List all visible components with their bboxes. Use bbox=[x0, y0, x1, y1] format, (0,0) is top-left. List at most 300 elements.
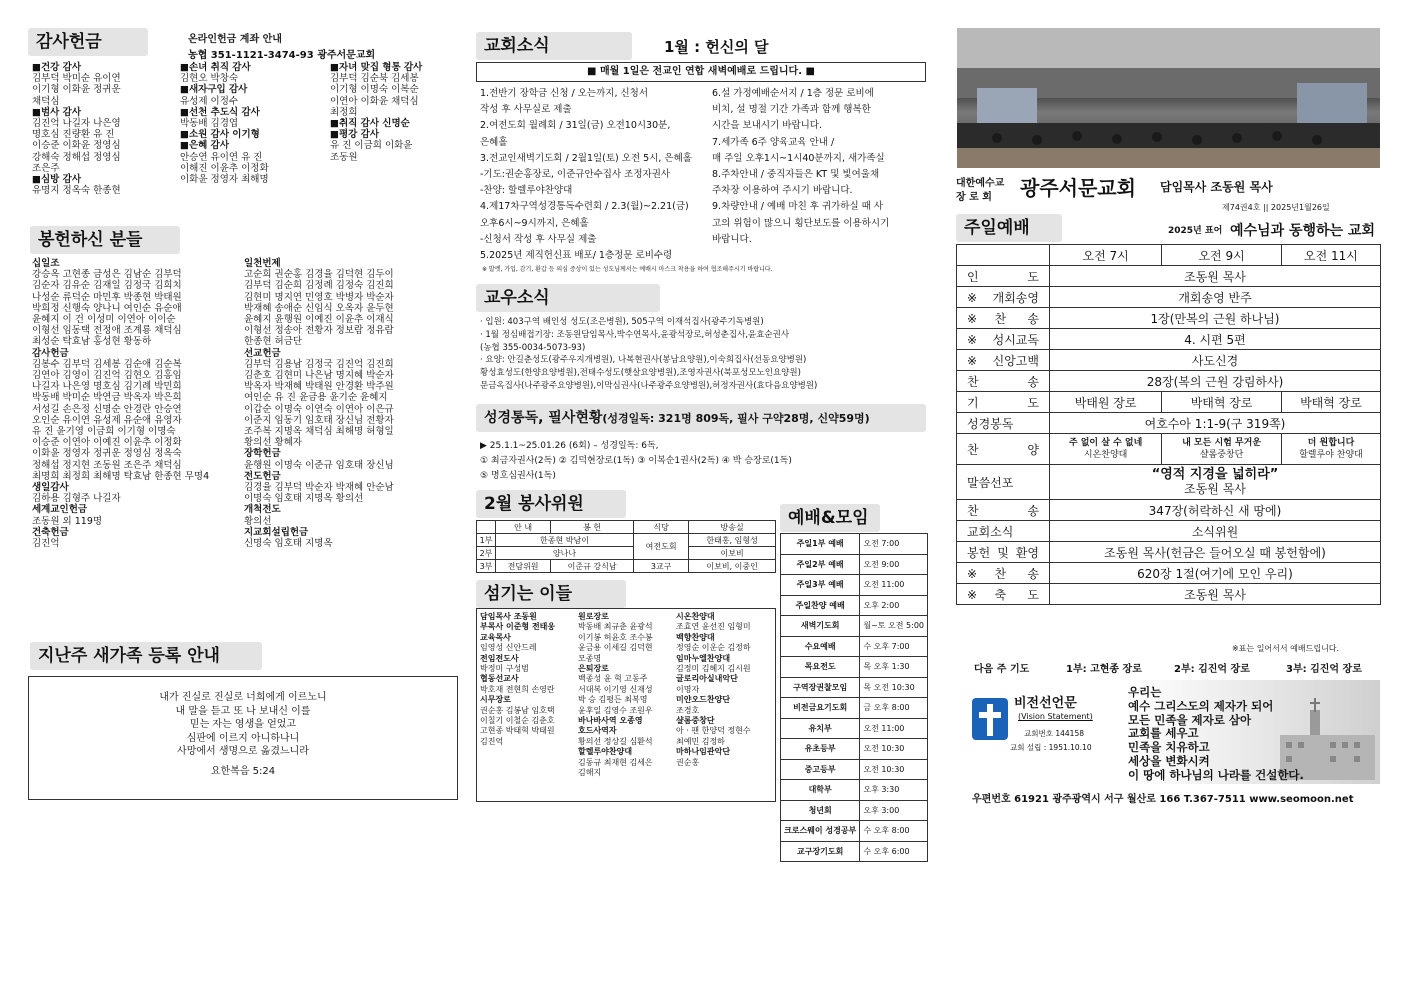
offerers-col2 bbox=[244, 258, 459, 549]
server-line: 미얀오드찬양단 bbox=[676, 695, 731, 705]
thanks-line: ■선천 추도식 감사 bbox=[180, 106, 260, 118]
offerer-line: 생일감사 bbox=[32, 482, 69, 494]
order-label: ※축 도 bbox=[957, 584, 1050, 605]
offerer-line: 김봉수 김부덕 김세봉 김순애 김순복 bbox=[32, 358, 182, 370]
prayer-2: 박태혁 장로 bbox=[1162, 392, 1282, 413]
meeting-time: 금 오후 8:00 bbox=[860, 698, 928, 719]
meeting-time: 오전 9:00 bbox=[860, 554, 928, 575]
thanks-line: 김현오 박창숙 bbox=[180, 73, 239, 85]
meeting-name: 크로스웨이 성경공부 bbox=[781, 821, 860, 842]
meeting-time: 오후 3:00 bbox=[860, 800, 928, 821]
thanks-line: 이해진 이윤추 이정화 bbox=[180, 162, 269, 174]
server-line: 협동선교사 bbox=[480, 674, 519, 684]
order-label: ※성시교독 bbox=[957, 329, 1050, 350]
offerer-line: 이화윤 정영자 정귀운 정영심 정옥숙 bbox=[32, 448, 182, 460]
servers-col3 bbox=[676, 612, 774, 768]
sermon-label: 말씀선포 bbox=[957, 465, 1050, 500]
order-label: ※찬 송 bbox=[957, 308, 1050, 329]
order-row bbox=[957, 371, 1381, 392]
verse-line: 내 말을 듣고 또 나 보내신 이를 bbox=[175, 705, 311, 717]
news-item: -찬양: 할렐루야찬양대 bbox=[480, 185, 573, 197]
meeting-name: 주일3부 예배 bbox=[781, 575, 860, 596]
notice-banner: ■ 매월 1일은 전교인 연합 새벽예배로 드립니다. ■ bbox=[476, 62, 926, 82]
offerer-line: 이승준 이연아 이예진 이윤추 이정화 bbox=[32, 437, 182, 449]
server-line: 이명자 bbox=[676, 684, 700, 694]
news-title: 교회소식 bbox=[476, 32, 632, 60]
server-line: 권순홍 김봉남 임호택 bbox=[480, 705, 555, 715]
order-row bbox=[957, 521, 1381, 542]
order-label: ※찬 송 bbox=[957, 563, 1050, 584]
server-line: 샬롬중창단 bbox=[676, 716, 715, 726]
meeting-name: 주일2부 예배 bbox=[781, 554, 860, 575]
st-h2: 식당 bbox=[634, 521, 689, 534]
meeting-row bbox=[781, 780, 928, 801]
meeting-name: 주일1부 예배 bbox=[781, 534, 860, 555]
vision-logo-sub: (Vision Statement) bbox=[1018, 712, 1093, 721]
st-r0c3: 한태홍, 임형성 bbox=[689, 534, 776, 547]
meeting-time: 목 오후 1:30 bbox=[860, 657, 928, 678]
thanks-line: ■범사 감사 bbox=[32, 106, 81, 118]
server-line: 시무장로 bbox=[480, 695, 511, 705]
thanks-line: ■은혜 감사 bbox=[180, 140, 229, 152]
offerer-line: 이형선 정송아 전황자 정보람 정유람 bbox=[244, 325, 394, 337]
news-item: 2.여전도회 월례회 / 31일(금) 오전10시30분, bbox=[480, 120, 671, 132]
news-item: -신청서 작성 후 사무실 제출 bbox=[480, 233, 597, 245]
offerer-line: 김순자 김유순 김재일 김정국 김희치 bbox=[32, 280, 182, 292]
order-value: 347장(허락하신 새 땅에) bbox=[1050, 500, 1381, 521]
offerer-line: 조동원 외 119명 bbox=[32, 515, 103, 527]
st-r2c1: 전담위원 bbox=[496, 560, 551, 573]
offerer-line: 여인순 유 진 윤금용 윤기순 윤혜지 bbox=[244, 392, 388, 404]
server-line: 김진억 bbox=[480, 736, 504, 746]
server-line: 정영순 이운순 김정하 bbox=[676, 643, 751, 653]
next-prayer-label: 다음 주 기도 bbox=[974, 664, 1030, 675]
server-line: 백종성 윤 혁 고동주 bbox=[578, 674, 648, 684]
order-label: ※개회송영 bbox=[957, 287, 1050, 308]
offerer-line: 유 진 윤기영 이금희 이기형 이명숙 bbox=[32, 426, 176, 438]
worship-table bbox=[956, 244, 1381, 605]
church-name: 광주서문교회 bbox=[1020, 176, 1136, 200]
meeting-row bbox=[781, 800, 928, 821]
offerer-line: 최성순 탁효남 홍성현 황동하 bbox=[32, 336, 152, 348]
offerer-line: 김하용 김형주 나길자 bbox=[32, 493, 121, 505]
bible-title-text: 성경통독, 필사현황 bbox=[484, 410, 603, 426]
meeting-row bbox=[781, 677, 928, 698]
offerer-line: 전도헌금 bbox=[244, 470, 281, 482]
thanks-line: ■소원 감사 이기형 bbox=[180, 129, 260, 141]
meeting-time: 수 오후 6:00 bbox=[860, 841, 928, 862]
order-value: 620장 1절(여기에 모인 우리) bbox=[1050, 563, 1381, 584]
order-value: 1장(만복의 근원 하나님) bbox=[1050, 308, 1381, 329]
meeting-time: 수 오후 7:00 bbox=[860, 636, 928, 657]
server-line: 이기봉 허윤호 조수봉 bbox=[578, 632, 653, 642]
server-line: 시온찬양대 bbox=[676, 612, 715, 621]
news-item: 7.세가족 6주 양육교육 안내 / bbox=[712, 136, 835, 148]
server-line: 김해지 bbox=[578, 768, 602, 778]
offerer-line: 장학헌금 bbox=[244, 448, 281, 460]
server-line: 최예민 김정하 bbox=[676, 736, 725, 746]
server-line: 윤후일 김영수 조원우 bbox=[578, 705, 653, 715]
thanks-line: 명호심 진량환 유 진 bbox=[32, 129, 115, 141]
school-line: 황성효성도(한양요양병원),전태수성도(햇살요양병원),조영자권사(북포성모노인요양원) bbox=[480, 368, 801, 379]
offerer-line: 황의선 bbox=[244, 515, 272, 527]
meeting-row bbox=[781, 821, 928, 842]
offerer-line: 개척전도 bbox=[244, 504, 281, 516]
order-label: 인 도 bbox=[957, 266, 1050, 287]
server-line: 박정미 구성범 bbox=[480, 664, 529, 674]
news-item: 5.2025년 제직헌신표 배포/ 1층정문 로비수령 bbox=[480, 250, 673, 262]
issue-info: 제74권4호 || 2025년1월26일 bbox=[1222, 203, 1330, 212]
st-r1c1: 양나나 bbox=[496, 547, 634, 560]
meeting-name: 유초등부 bbox=[781, 739, 860, 760]
meeting-row bbox=[781, 616, 928, 637]
offerer-line: 조주복 지명옥 채덕심 최해명 허형일 bbox=[244, 426, 394, 438]
thanks-line: 이연아 이화윤 채덕심 bbox=[330, 95, 419, 107]
server-line: 박동배 최규춘 윤광석 bbox=[578, 622, 653, 632]
order-row bbox=[957, 584, 1381, 605]
news-item: 9.차량안내 / 예배 마친 후 귀가하실 때 사 bbox=[712, 201, 884, 213]
order-label: 봉헌 및 환영 bbox=[957, 542, 1050, 563]
server-line: 조효연 윤선진 임형미 bbox=[676, 622, 751, 632]
anthem-3: 더 원합니다 할렐루야 찬양대 bbox=[1281, 434, 1380, 465]
anthem-2: 내 모든 시험 무거운 샬롬중창단 bbox=[1162, 434, 1282, 465]
bible-line1: ▶ 25.1.1~25.01.26 (6회) – 성경일독: 6독, bbox=[480, 441, 659, 451]
offerer-line: 김부덕 김용남 김정국 김진억 김진희 bbox=[244, 358, 394, 370]
order-row bbox=[957, 500, 1381, 521]
offerers-title: 봉헌하신 분들 bbox=[30, 226, 180, 254]
offerer-line: 김현미 명지연 민영호 박병자 박순자 bbox=[244, 291, 394, 303]
order-row bbox=[957, 266, 1381, 287]
verse-line: 내가 진실로 진실로 너희에게 이르노니 bbox=[159, 692, 327, 703]
school-line: · 입원: 403구역 배인성 성도(조은병원), 505구역 이재석집사(광주기독병원) bbox=[480, 317, 764, 327]
sermon: “영적 지경을 넓히라” 조동원 목사 bbox=[1050, 465, 1381, 500]
st-r1c3: 이보비 bbox=[689, 547, 776, 560]
offerer-line: 감사헌금 bbox=[32, 347, 69, 359]
news-item: 고의 위험이 많으니 횡단보도를 이용하시기 bbox=[712, 217, 890, 229]
meeting-time: 오전 7:00 bbox=[860, 534, 928, 555]
vision-line: 교회를 세우고 bbox=[1128, 726, 1199, 741]
server-line: 호드사역자 bbox=[578, 726, 617, 736]
verse-line: 심판에 이르지 아니하나니 bbox=[186, 732, 300, 744]
bible-line2: ① 최금자권사(2독) ② 김덕현장로(1독) ③ 이복순1권사(2독) ④ 박 승장로(1독) bbox=[480, 456, 792, 466]
st-r2c4: 이보비, 이중인 bbox=[689, 560, 776, 573]
server-line: 전임전도사 bbox=[480, 653, 519, 663]
offerer-line: 지교회설립헌금 bbox=[244, 526, 309, 538]
news-item: -기도:권순홍장로, 이준규안수집사 조정자권사 bbox=[480, 169, 671, 181]
meeting-name: 비전금요기도회 bbox=[781, 698, 860, 719]
thanks-line: ■건강 감사 bbox=[32, 62, 81, 73]
thanks-col1 bbox=[32, 62, 182, 196]
offerer-line: 정해섭 정지현 조동원 조은주 채덕심 bbox=[32, 459, 182, 471]
meetings-title: 예배&모임 bbox=[780, 504, 880, 532]
cross-logo-icon bbox=[970, 696, 1010, 742]
meeting-row bbox=[781, 698, 928, 719]
time-1: 오전 7시 bbox=[1050, 245, 1162, 266]
offerers-col1 bbox=[32, 258, 242, 549]
meeting-time: 목 오전 10:30 bbox=[860, 677, 928, 698]
thanks-line: 유성제 이정수 bbox=[180, 95, 239, 107]
pastor-name: 담임목사 조동원 목사 bbox=[1160, 180, 1273, 194]
st-h3: 방송실 bbox=[689, 521, 776, 534]
thanks-line: 최정희 bbox=[330, 106, 358, 118]
meeting-name: 수요예배 bbox=[781, 636, 860, 657]
servers-col2 bbox=[578, 612, 676, 779]
thanks-title: 감사헌금 bbox=[28, 28, 148, 56]
thanks-line: 조은주 bbox=[32, 162, 60, 174]
order-label: 교회소식 bbox=[957, 521, 1050, 542]
meeting-row bbox=[781, 759, 928, 780]
meeting-name: 대학부 bbox=[781, 780, 860, 801]
vision-line: 예수 그리스도의 제자가 되어 bbox=[1128, 698, 1274, 713]
thanks-line: ■취직 감사 신명순 bbox=[330, 118, 410, 130]
account-title: 온라인헌금 계좌 안내 bbox=[188, 34, 282, 45]
server-line: 부목사 이준형 전태웅 bbox=[480, 622, 556, 632]
offerer-line: 한종현 허금단 bbox=[244, 336, 303, 348]
st-r0c0: 1부 bbox=[477, 534, 496, 547]
news-item: 오후6시~9시까지, 은혜홀 bbox=[480, 217, 589, 229]
offerer-line: 박옥자 박재혜 박태원 안경환 박주원 bbox=[244, 381, 394, 393]
st-r0c1: 한종현 박남이 bbox=[496, 534, 634, 547]
offerer-line: 나성순 류덕순 마민후 박종현 박태원 bbox=[32, 291, 182, 303]
verse-ref: 요한복음 5:24 bbox=[210, 765, 276, 777]
offerer-line: 십일조 bbox=[32, 258, 60, 269]
verse-box bbox=[28, 676, 458, 800]
thanks-line: 이승준 이화윤 정영심 bbox=[32, 140, 121, 152]
offerer-line: 김진억 bbox=[32, 538, 60, 550]
offerer-line: 황의선 황혜자 bbox=[244, 437, 303, 449]
st-r2c3: 3교구 bbox=[634, 560, 689, 573]
meeting-row bbox=[781, 636, 928, 657]
stand-note: ※표는 일어서서 예배드립니다. bbox=[1232, 644, 1340, 653]
meeting-name: 중고등부 bbox=[781, 759, 860, 780]
offerer-line: 박동배 박미순 박연금 박옥자 박은희 bbox=[32, 392, 182, 404]
news-item: 8.주차안내 / 중직자들은 KT 및 빛여울채 bbox=[712, 169, 880, 181]
school-lines bbox=[480, 316, 930, 393]
school-title: 교우소식 bbox=[476, 284, 660, 312]
meeting-name: 주일찬양 예배 bbox=[781, 595, 860, 616]
offerer-line: 이형선 임동택 전정애 조계룡 채덕심 bbox=[32, 325, 182, 337]
newfamily-title: 지난주 새가족 등록 안내 bbox=[30, 642, 262, 670]
offerer-line: 윤행원 이명숙 이준규 임호태 장신님 bbox=[244, 459, 394, 471]
thanks-line: 이기형 이명숙 이복순 bbox=[330, 84, 419, 96]
church-photo bbox=[957, 28, 1380, 168]
thanks-line: 김부덕 박미순 유이연 bbox=[32, 73, 121, 85]
thanks-line: 이기형 이화윤 정귀운 bbox=[32, 84, 121, 96]
order-row bbox=[957, 287, 1381, 308]
server-line: 아 · 팬 한양덕 정현수 bbox=[676, 726, 751, 736]
thanks-line: ■심방 감사 bbox=[32, 174, 81, 186]
offerer-line: 김경율 김부덕 박순자 박재혜 안순남 bbox=[244, 482, 394, 494]
meeting-row bbox=[781, 554, 928, 575]
news-item: 매 주일 오후1시~1시40분까지, 새가족실 bbox=[712, 152, 885, 164]
church-photo-illustration bbox=[957, 28, 1380, 168]
meeting-name: 구역장권찰모임 bbox=[781, 677, 860, 698]
server-line: 황의선 정상길 심환석 bbox=[578, 736, 653, 746]
next-prayer-3: 3부: 김진억 장로 bbox=[1286, 664, 1362, 675]
offerer-line: 오인순 유이연 유성제 유순애 유영자 bbox=[32, 414, 182, 426]
school-line: (농협 355-0034-5073-93) bbox=[480, 342, 586, 353]
order-value: 28장(복의 근원 강림하사) bbox=[1050, 371, 1381, 392]
thanks-line: 유 진 이금희 이화윤 bbox=[330, 140, 413, 152]
meeting-time: 오전 11:00 bbox=[860, 718, 928, 739]
offerer-line: 최명희 최정희 최해명 탁효남 한종현 무명4 bbox=[32, 470, 210, 482]
meeting-row bbox=[781, 718, 928, 739]
meetings-table bbox=[780, 533, 928, 862]
vision-reg1: 교회번호 144158 bbox=[1024, 729, 1084, 738]
server-line: 고현종 박태혁 박태원 bbox=[480, 726, 555, 736]
thanks-line: 조동원 bbox=[330, 151, 358, 163]
server-line: 교육목사 bbox=[480, 632, 511, 642]
server-line: 박 승 김평든 최복명 bbox=[578, 695, 648, 705]
motto: 예수님과 동행하는 교회 bbox=[1230, 223, 1375, 239]
meeting-time: 수 오후 8:00 bbox=[860, 821, 928, 842]
anthem-1: 주 없이 살 수 없네 시온찬양대 bbox=[1050, 434, 1162, 465]
news-right bbox=[712, 86, 932, 248]
prayer-1: 박태원 장로 bbox=[1050, 392, 1162, 413]
verse-line: 사망에서 생명으로 옮겼느니라 bbox=[177, 746, 309, 757]
servers-col1 bbox=[480, 612, 578, 747]
order-row bbox=[957, 542, 1381, 563]
offerer-line: 선교헌금 bbox=[244, 347, 281, 359]
offerer-line: 서성길 손은정 신명순 안경란 안승연 bbox=[32, 403, 182, 415]
server-line: 원로장로 bbox=[578, 612, 609, 621]
thanks-col2 bbox=[180, 62, 330, 185]
meeting-name: 청년회 bbox=[781, 800, 860, 821]
time-3: 오전 11시 bbox=[1281, 245, 1380, 266]
news-item: 비치, 설 명절 기간 가족과 함께 행복한 bbox=[712, 104, 871, 116]
vision-reg2: 교회 설립 : 1951.10.10 bbox=[1010, 743, 1092, 752]
bible-title bbox=[476, 404, 926, 432]
order-row bbox=[957, 308, 1381, 329]
account-number: 농협 351-1121-3474-93 광주서문교회 bbox=[188, 50, 376, 61]
offerer-line: 김부덕 김순희 김정례 김정숙 김진희 bbox=[244, 280, 394, 292]
order-row bbox=[957, 329, 1381, 350]
st-r2c0: 3부 bbox=[477, 560, 496, 573]
service-team-table bbox=[476, 520, 776, 573]
meeting-row bbox=[781, 595, 928, 616]
order-value: 사도신경 bbox=[1050, 350, 1381, 371]
server-line: 박호재 전현희 손영란 bbox=[480, 684, 555, 694]
order-value: 4. 시편 5편 bbox=[1050, 329, 1381, 350]
offerer-line: 김연아 김영이 김진억 김현오 김홍임 bbox=[32, 370, 182, 382]
server-line: 담임목사 조동원 bbox=[480, 612, 537, 621]
news-left bbox=[480, 86, 710, 264]
servers-title: 섬기는 이들 bbox=[476, 580, 626, 608]
server-line: 이칠기 이철순 김춘호 bbox=[480, 716, 555, 726]
st-r2c2: 이준규 강식남 bbox=[551, 560, 634, 573]
offerer-line: 고순희 권순홍 김경율 김덕현 김두이 bbox=[244, 269, 394, 281]
offerer-line: 일천번제 bbox=[244, 258, 281, 269]
offerer-line: 이준지 임동기 임호태 장신님 전황자 bbox=[244, 414, 394, 426]
scripture: 여호수아 1:1-9(구 319쪽) bbox=[1050, 413, 1381, 434]
server-line: 글로리아실내악단 bbox=[676, 674, 738, 684]
order-value: 조동원 목사 bbox=[1050, 266, 1381, 287]
news-footnote: ※ 발렛, 가입, 감기, 환갑 등 의심 증상이 있는 성도님께서는 예배시 마스크 착용을 하여 협조해주시기 바랍니다. bbox=[482, 266, 773, 273]
thanks-line: ■손녀 취직 감사 bbox=[180, 62, 251, 73]
thanks-line: 강해숙 정해섭 정영심 bbox=[32, 151, 121, 163]
server-line: 할렐루야찬양대 bbox=[578, 747, 633, 757]
server-line: 임마누엘찬양대 bbox=[676, 653, 731, 663]
prayer-3: 박태혁 장로 bbox=[1281, 392, 1380, 413]
vision-line: 민족을 치유하고 bbox=[1128, 740, 1210, 755]
server-line: 김동규 최재현 김세은 bbox=[578, 757, 653, 767]
time-2: 오전 9시 bbox=[1162, 245, 1282, 266]
st-r1c0: 2부 bbox=[477, 547, 496, 560]
denom-bottom: 장 로 회 bbox=[956, 192, 992, 203]
meeting-row bbox=[781, 841, 928, 862]
vision-lines bbox=[1128, 686, 1304, 783]
thanks-line: 김진억 나길자 나은영 bbox=[32, 118, 121, 130]
school-line: 문금옥집사(나주광주요양병원),이막심권사(나주광주요양병원),허정자권사(효다음요양병원) bbox=[480, 380, 818, 391]
order-value: 조동원 목사 bbox=[1050, 584, 1381, 605]
meeting-time: 오전 10:30 bbox=[860, 759, 928, 780]
server-line: 모종명 bbox=[578, 653, 602, 663]
order-row bbox=[957, 350, 1381, 371]
news-item: 주차장 이용하여 주시기 바랍니다. bbox=[712, 185, 853, 197]
order-label: 찬 송 bbox=[957, 500, 1050, 521]
server-line: 은퇴장로 bbox=[578, 664, 609, 674]
thanks-line: ■평강 감사 bbox=[330, 129, 379, 141]
st-r0c2: 여전도회 bbox=[634, 534, 689, 560]
bible-line3: ⑤ 명호심권사(1독) bbox=[480, 471, 556, 481]
meeting-time: 월~토 오전 5:00 bbox=[860, 616, 928, 637]
service-team-title: 2월 봉사위원 bbox=[476, 490, 626, 518]
thanks-line: 박동배 김경엽 bbox=[180, 118, 239, 130]
meeting-time: 오후 2:00 bbox=[860, 595, 928, 616]
meeting-time: 오전 11:00 bbox=[860, 575, 928, 596]
news-item: 4.제17차구역성경통독수련회 / 2.3(월)~2.21(금) bbox=[480, 201, 689, 213]
thanks-line: ■새자구입 감사 bbox=[180, 84, 248, 96]
news-item: 작성 후 사무실로 제출 bbox=[480, 104, 572, 116]
st-h0: 안 내 bbox=[496, 521, 551, 534]
vision-logo-title: 비전선언문 bbox=[1014, 696, 1077, 711]
meeting-row bbox=[781, 739, 928, 760]
thanks-line: 김부덕 김순북 김세봉 bbox=[330, 73, 419, 85]
meeting-name: 교구장기도회 bbox=[781, 841, 860, 862]
server-line: 마하나임관악단 bbox=[676, 747, 731, 757]
meeting-row bbox=[781, 534, 928, 555]
order-value: 개회송영 반주 bbox=[1050, 287, 1381, 308]
offerer-line: 박희정 신행숙 양나니 여인순 유순애 bbox=[32, 302, 182, 314]
offerer-line: 이명숙 임호태 지명옥 황의선 bbox=[244, 493, 364, 505]
verse-line: 믿는 자는 영생을 얻었고 bbox=[189, 719, 297, 730]
offerer-line: 김춘호 김현미 나은남 명지혜 박순자 bbox=[244, 370, 394, 382]
thanks-line: ■자녀 맞집 형통 감사 bbox=[330, 62, 423, 73]
meeting-name: 새벽기도회 bbox=[781, 616, 860, 637]
news-item: 1.전반기 장학금 신청 / 오는까지, 신청서 bbox=[480, 88, 649, 99]
worship-title: 주일예배 bbox=[956, 214, 1062, 242]
news-item: 시간을 보내시기 바랍니다. bbox=[712, 120, 823, 132]
month-theme: 1월 : 헌신의 달 bbox=[664, 38, 769, 56]
offerer-line: 윤혜지 이 건 이성미 이연아 이이순 bbox=[32, 314, 176, 326]
server-line: 서대복 이기영 신재성 bbox=[578, 684, 653, 694]
offerer-line: 건축헌금 bbox=[32, 526, 69, 538]
news-item: 3.전교인새벽기도회 / 2월1일(토) 오전 5시, 은혜홀 bbox=[480, 152, 692, 164]
motto-prefix: 2025년 표어 bbox=[1168, 226, 1223, 236]
meeting-name: 목요전도 bbox=[781, 657, 860, 678]
order-value: 소식위원 bbox=[1050, 521, 1381, 542]
meeting-row bbox=[781, 657, 928, 678]
offerer-line: 신명숙 임호태 지명옥 bbox=[244, 538, 333, 550]
thanks-line: 이화윤 정영자 최해명 bbox=[180, 174, 269, 186]
school-line: · 1월 정심배접기장: 조동원담임목사,박수연목사,윤광석장로,허성춘집사,윤효순권사 bbox=[480, 329, 790, 340]
vision-line: 이 땅에 하나님의 나라를 건설한다. bbox=[1128, 767, 1304, 782]
vision-line: 우리는 bbox=[1128, 685, 1162, 699]
server-line: 임영성 신안드레 bbox=[480, 643, 537, 653]
thanks-line: 채덕심 bbox=[32, 95, 60, 107]
server-line: 권순홍 bbox=[676, 757, 700, 767]
order-row bbox=[957, 563, 1381, 584]
